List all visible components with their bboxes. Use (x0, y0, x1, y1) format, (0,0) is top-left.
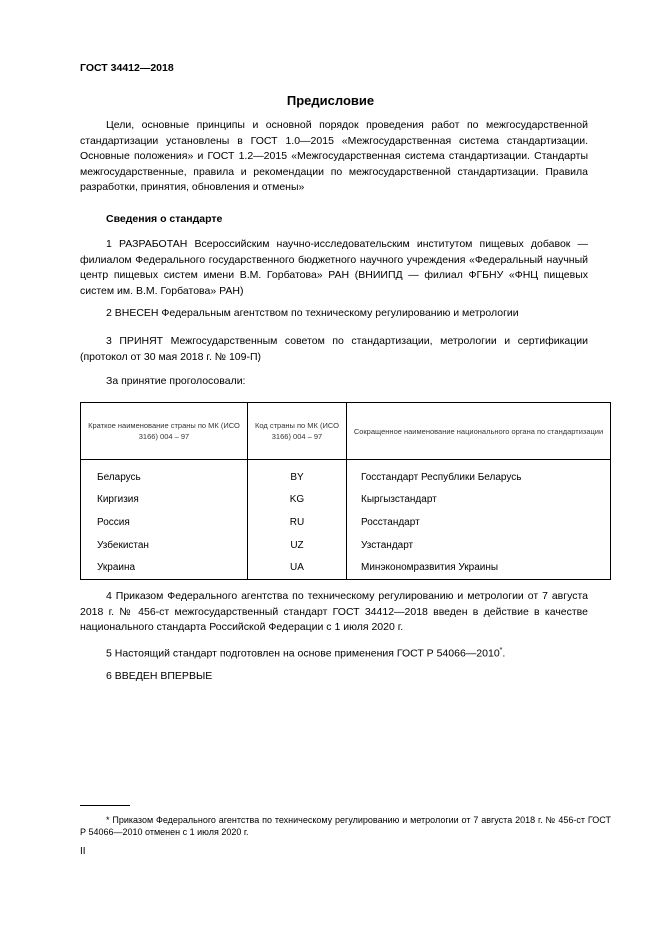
standards-body: Минэкономразвития Украины (347, 556, 611, 579)
table-row (81, 489, 611, 512)
table-row (81, 534, 611, 557)
country-name: Россия (81, 511, 248, 534)
page-number: II (80, 846, 86, 857)
table-row (81, 511, 611, 534)
country-name: Украина (81, 556, 248, 579)
countries-table (80, 402, 611, 580)
paragraph-6: 6 ВВЕДЕН ВПЕРВЫЕ (106, 670, 213, 682)
voted-label: За принятие проголосовали: (106, 375, 246, 387)
paragraph-4: 4 Приказом Федерального агентства по техническому регулированию и метрологии от 7 августа 2018 г. № 456-ст межгосударственный стандарт ГОСТ 34412—2018 введен в действие в качестве национального стандарта Российской Федерации с 1 июля 2020 г. (80, 590, 588, 633)
standards-body: Росстандарт (347, 511, 611, 534)
country-name: Киргизия (81, 489, 248, 512)
country-code: RU (248, 511, 347, 534)
paragraph-2: 2 ВНЕСЕН Федеральным агентством по техническому регулированию и метрологии (106, 307, 519, 319)
standards-body: Узстандарт (347, 534, 611, 557)
paragraph-3: 3 ПРИНЯТ Межгосударственным советом по стандартизации, метрологии и сертификации (протокол от 30 мая 2018 г. № 109-П) (80, 335, 588, 363)
document-header: ГОСТ 34412—2018 (80, 62, 174, 74)
intro-paragraph: Цели, основные принципы и основной порядок проведения работ по межгосударственной стандартизации установлены в ГОСТ 1.0—2015 «Межгосударственная система стандартизации. Основные положения» и ГОСТ 1.2—2015 «Межгосударственная система стандартизации. Стандарты межгосударственные, правила и рекомендации по межгосударственной стандартизации. Правила разработки, принятия, обновления и отмены» (80, 119, 588, 193)
table-row (81, 460, 611, 489)
country-code: UZ (248, 534, 347, 557)
section-subtitle: Сведения о стандарте (106, 213, 223, 225)
column-header-body: Сокращенное наименование национального органа по стандартизации (347, 403, 611, 460)
paragraph-1: 1 РАЗРАБОТАН Всероссийским научно-исследовательским институтом пищевых добавок — филиалом Федерального государственного бюджетного научного учреждения «Федеральный научный центр пищевых систем имени В.М. Горбатова» РАН (ВНИИПД — филиал ФГБНУ «ФНЦ пищевых систем им. В.М. Горбатова» РАН) (80, 238, 588, 297)
table-row (81, 556, 611, 579)
footnote-mark: * (499, 647, 503, 654)
country-name: Беларусь (81, 460, 248, 489)
country-code: UA (248, 556, 347, 579)
standards-body: Кыргызстандарт (347, 489, 611, 512)
paragraph-5 (80, 643, 588, 662)
paragraph-5-text: 5 Настоящий стандарт подготовлен на основе применения ГОСТ Р 54066—2010 (106, 647, 500, 660)
paragraph-5-end: . (502, 647, 506, 660)
country-name: Узбекистан (81, 534, 248, 557)
footnote-divider (80, 805, 130, 806)
column-header-code: Код страны по МК (ИСО 3166) 004 – 97 (248, 403, 347, 460)
table-header-row (81, 403, 611, 460)
page-title: Предисловие (286, 93, 375, 108)
country-code: BY (248, 460, 347, 489)
country-code: KG (248, 489, 347, 512)
footnote: * Приказом Федерального агентства по техническому регулированию и метрологии от 7 августа 2018 г. № 456-ст ГОСТ Р 54066—2010 отменен с 1 июля 2020 г. (80, 815, 611, 837)
column-header-country: Краткое наименование страны по МК (ИСО 3166) 004 – 97 (81, 403, 248, 460)
standards-body: Госстандарт Республики Беларусь (347, 460, 611, 489)
